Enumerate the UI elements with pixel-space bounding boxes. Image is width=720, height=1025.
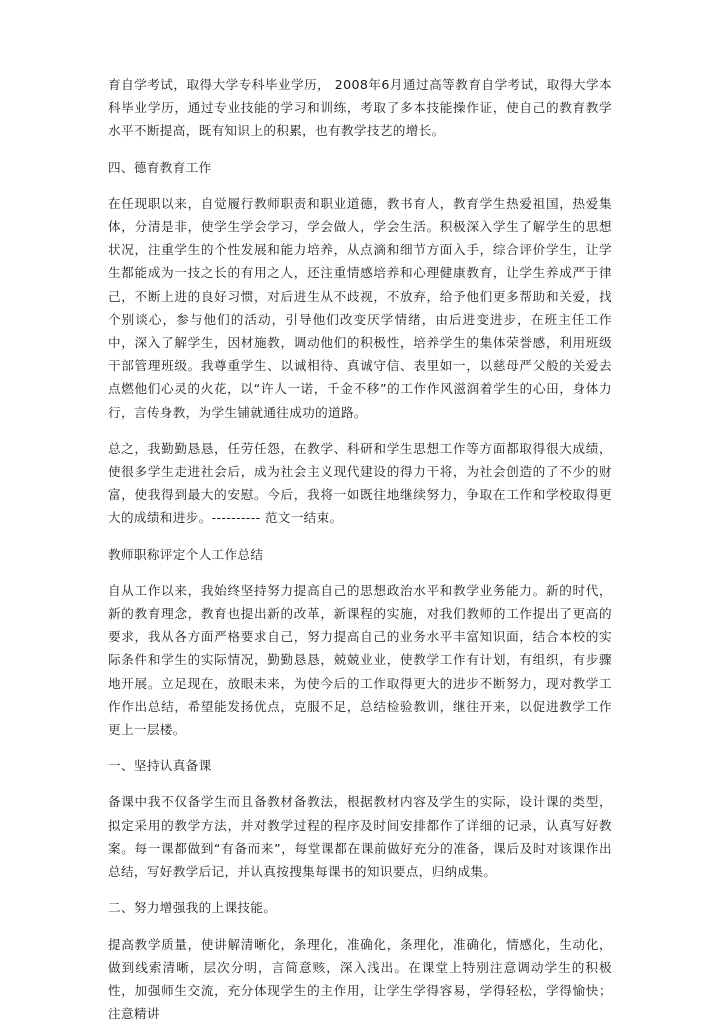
paragraph-summary-intro: 自从工作以来，我始终坚持努力提高自己的思想政治水平和教学业务能力。新的时代，新的教育理念，教育也提出新的改革，新课程的实施，对我们教师的工作提出了更高的要求，我从各方面严格要求自己，努力提高自己的业务水平丰富知识面，结合本校的实际条件和学生的实际情况，勤勤恳恳，兢兢业业，使教学工作有计划，有组织，有步骤地开展。立足现在，放眼未来，为使今后的工作取得更大的进步不断努力，现对教学工作作出总结，希望能发扬优点，克服不足，总结检验教训，继往开来，以促进教学工作更上一层楼。 <box>108 579 612 741</box>
heading-lesson-preparation: 一、坚持认真备课 <box>108 754 612 777</box>
document-page <box>108 60 612 1025</box>
heading-teaching-skills: 二、努力增强我的上课技能。 <box>108 896 612 919</box>
heading-title-summary: 教师职称评定个人工作总结 <box>108 543 612 566</box>
paragraph-teaching-skills: 提高教学质量，使讲解清晰化，条理化，准确化，条理化，准确化，情感化，生动化，做到线索清晰，层次分明，言简意赅，深入浅出。在课堂上特别注意调动学生的积极性，加强师生交流，充分体现学生的主作用，让学生学得容易，学得轻松，学得愉快；注意精讲 <box>108 933 612 1025</box>
paragraph-lesson-preparation: 备课中我不仅备学生而且备教材备教法，根据教材内容及学生的实际，设计课的类型，拟定采用的教学方法，并对教学过程的程序及时间安排都作了详细的记录，认真写好教案。每一课都做到“有备而来”，每堂课都在课前做好充分的准备，课后及时对该课作出总结，写好教学后记，并认真按搜集每课书的知识要点，归纳成集。 <box>108 790 612 883</box>
paragraph-conclusion: 总之，我勤勤恳恳，任劳任怨，在教学、科研和学生思想工作等方面都取得很大成绩，使很多学生走进社会后，成为社会主义现代建设的得力干将，为社会创造的了不少的财富，使我得到最大的安慰。今后，我将一如既往地继续努力，争取在工作和学校取得更大的成绩和进步。---------- 范文一结束。 <box>108 437 612 530</box>
paragraph-moral-education: 在任现职以来，自觉履行教师职责和职业道德，教书育人，教育学生热爱祖国，热爱集体，分清是非，使学生学会学习，学会做人，学会生活。积极深入学生了解学生的思想状况，注重学生的个性发展和能力培养，从点滴和细节方面入手，综合评价学生，让学生都能成为一技之长的有用之人，还注重情感培养和心理健康教育，让学生养成严于律己，不断上进的良好习惯，对后进生从不歧视，不放弃，给予他们更多帮助和关爱，找个别谈心，参与他们的活动，引导他们改变厌学情绪，由后进变进步，在班主任工作中，深入了解学生，因材施教，调动他们的积极性，培养学生的集体荣誉感，利用班级干部管理班级。我尊重学生、以诚相待、真诚守信、表里如一，以慈母严父般的关爱去点燃他们心灵的火花，以“许人一诺，千金不移”的工作作风滋润着学生的心田，身体力行，言传身教，为学生铺就通往成功的道路。 <box>108 192 612 424</box>
paragraph-intro-continued: 育自学考试，取得大学专科毕业学历， 2008年6月通过高等教育自学考试，取得大学本科毕业学历，通过专业技能的学习和训练，考取了多本技能操作证，使自己的教育教学水平不断提高，既有知识上的积累，也有教学技艺的增长。 <box>108 73 612 143</box>
heading-moral-education: 四、德育教育工作 <box>108 156 612 179</box>
